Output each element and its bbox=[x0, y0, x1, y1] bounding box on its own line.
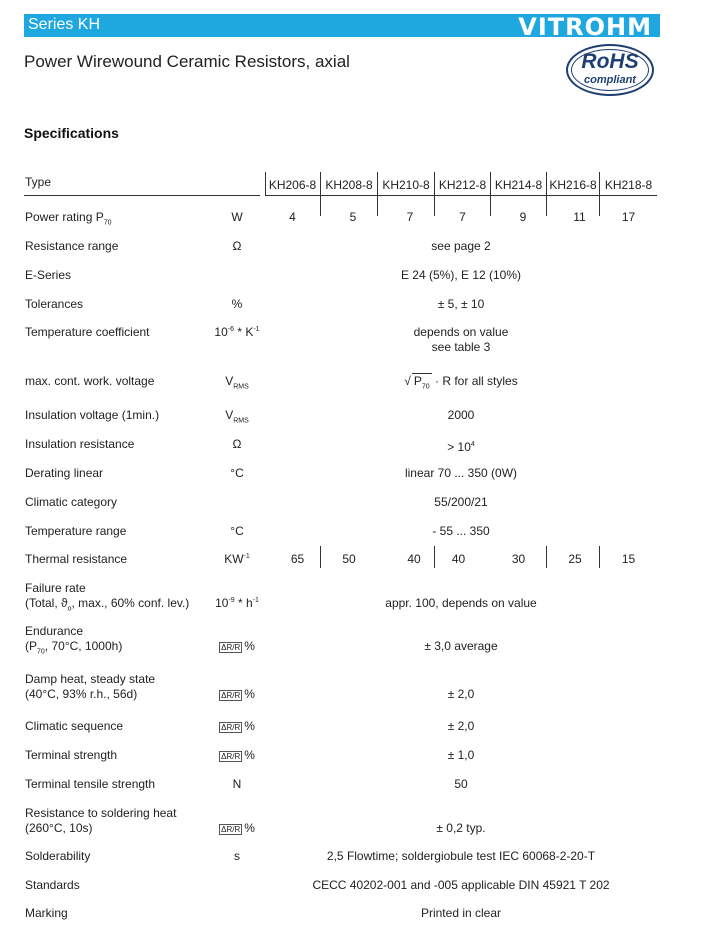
e-series-label: E-Series bbox=[25, 268, 72, 282]
marking-label: Marking bbox=[25, 906, 68, 920]
temp-coeff-label: Temperature coefficient bbox=[25, 325, 150, 339]
thermal-resistance-unit: $KW^{-1}$ bbox=[224, 552, 250, 566]
column-divider bbox=[546, 546, 547, 568]
power-rating-label: Power rating $P_{70}$ bbox=[25, 210, 112, 227]
temperature-range-label: Temperature range bbox=[25, 524, 127, 538]
power-rating-value: 5 bbox=[349, 210, 357, 224]
terminal-tensile-label: Terminal tensile strength bbox=[25, 777, 156, 791]
insulation-resistance-label: Insulation resistance bbox=[25, 437, 135, 451]
soldering-heat-value: ± 0,2 typ. bbox=[436, 821, 486, 835]
type-header-cell: KH216-8 bbox=[549, 178, 597, 192]
product-subtitle: Power Wirewound Ceramic Resistors, axial bbox=[24, 52, 350, 71]
power-rating-value: 7 bbox=[459, 210, 466, 224]
solderability-value: 2,5 Flowtime; soldergiobule test IEC 60068-2-20-T bbox=[326, 849, 596, 863]
endurance-label-detail: ($P_{70}$, 70°C, 1000h) bbox=[25, 639, 123, 656]
climatic-category-label: Climatic category bbox=[25, 495, 118, 509]
insulation-voltage-value: 2000 bbox=[447, 408, 475, 422]
damp-heat-value: ± 2,0 bbox=[447, 687, 475, 701]
insulation-resistance-value: > $10^4$ bbox=[447, 440, 475, 454]
max-voltage-value: √ $P_{70} \cdot R$ for all styles bbox=[265, 373, 657, 394]
rohs-badge-sub: compliant bbox=[584, 74, 636, 86]
derating-label: Derating linear bbox=[25, 466, 104, 480]
failure-rate-label-detail: (Total, $ϑ_o$, max., 60% conf. lev.) bbox=[25, 596, 190, 613]
series-banner bbox=[24, 13, 660, 41]
series-title: Series KH bbox=[28, 16, 101, 33]
resistance-range-label: Resistance range bbox=[25, 239, 119, 253]
resistance-range-value: see page 2 bbox=[431, 239, 491, 253]
failure-rate-label: Failure rate bbox=[25, 581, 86, 595]
insulation-voltage-label: Insulation voltage (1min.) bbox=[25, 408, 160, 422]
temperature-range-unit: °C bbox=[230, 524, 244, 538]
power-rating-value: 7 bbox=[406, 210, 414, 224]
endurance-label: Endurance bbox=[25, 624, 84, 638]
power-rating-unit: W bbox=[231, 210, 243, 224]
terminal-strength-unit: ΔR/R % bbox=[221, 748, 255, 762]
soldering-heat-label: Resistance to soldering heat bbox=[25, 806, 177, 820]
thermal-resistance-value: 50 bbox=[342, 552, 356, 566]
type-header-cell: KH218-8 bbox=[604, 178, 653, 192]
damp-heat-label-detail: (40°C, 93% r.h., 56d) bbox=[25, 687, 138, 701]
tolerances-unit: % bbox=[231, 297, 243, 311]
specifications-heading: Specifications bbox=[24, 125, 119, 141]
failure-rate-value: appr. 100, depends on value bbox=[385, 596, 537, 610]
power-rating-value: 17 bbox=[621, 210, 636, 224]
endurance-value: ± 3,0 average bbox=[424, 639, 498, 653]
standards-label: Standards bbox=[25, 878, 80, 892]
derating-value: linear 70 ... 350 (0W) bbox=[404, 466, 518, 480]
brand-logo: VITROHM bbox=[518, 13, 652, 41]
soldering-heat-unit: ΔR/R % bbox=[221, 821, 255, 835]
power-rating-value: 4 bbox=[289, 210, 296, 224]
temp-coeff-unit: $10^{-6} * K^{-1}$ bbox=[214, 325, 260, 339]
terminal-tensile-value: 50 bbox=[454, 777, 468, 791]
tolerances-label: Tolerances bbox=[25, 297, 84, 311]
temp-coeff-value-line2: see table 3 bbox=[431, 340, 491, 354]
solderability-unit: s bbox=[234, 849, 240, 863]
tolerances-value: ± 5, ± 10 bbox=[437, 297, 485, 311]
resistance-range-unit: Ω bbox=[232, 239, 242, 253]
temp-coeff-value-line1: depends on value bbox=[413, 325, 509, 339]
rohs-badge-main: RoHS bbox=[581, 50, 639, 73]
failure-rate-unit: $10^{-9} * h^{-1}$ bbox=[215, 596, 259, 610]
thermal-resistance-value: 30 bbox=[511, 552, 526, 566]
type-header-cell: KH206-8 bbox=[268, 178, 317, 192]
power-rating-value: 11 bbox=[573, 210, 586, 224]
thermal-resistance-label: Thermal resistance bbox=[25, 552, 128, 566]
type-header-cell: KH208-8 bbox=[325, 178, 373, 192]
temperature-range-value: - 55 ... 350 bbox=[432, 524, 490, 538]
climatic-sequence-unit: ΔR/R % bbox=[221, 719, 255, 733]
climatic-sequence-label: Climatic sequence bbox=[25, 719, 124, 733]
header-rule bbox=[265, 195, 657, 196]
marking-value: Printed in clear bbox=[420, 906, 502, 920]
thermal-resistance-value: 25 bbox=[568, 552, 582, 566]
terminal-strength-value: ± 1,0 bbox=[447, 748, 475, 762]
solderability-label: Solderability bbox=[25, 849, 91, 863]
soldering-heat-label-detail: (260°C, 10s) bbox=[25, 821, 93, 835]
max-voltage-unit: $V_{RMS}$ bbox=[225, 374, 249, 391]
thermal-resistance-value: 15 bbox=[621, 552, 636, 566]
type-header-cell: KH214-8 bbox=[494, 178, 543, 192]
e-series-value: E 24 (5%), E 12 (10%) bbox=[400, 268, 522, 282]
insulation-resistance-unit: Ω bbox=[232, 437, 242, 451]
type-header-cell: KH210-8 bbox=[382, 178, 430, 192]
endurance-unit: ΔR/R % bbox=[221, 639, 255, 653]
header-rule-left bbox=[24, 195, 260, 196]
damp-heat-unit: ΔR/R % bbox=[221, 687, 255, 701]
standards-value: CECC 40202-001 and -005 applicable DIN 45921 T 202 bbox=[312, 878, 610, 892]
derating-unit: °C bbox=[230, 466, 244, 480]
terminal-tensile-unit: N bbox=[232, 777, 242, 791]
damp-heat-label: Damp heat, steady state bbox=[25, 672, 156, 686]
thermal-resistance-value: 40 bbox=[451, 552, 466, 566]
terminal-strength-label: Terminal strength bbox=[25, 748, 118, 762]
climatic-category-value: 55/200/21 bbox=[434, 495, 488, 509]
type-header-cell: KH212-8 bbox=[438, 178, 487, 192]
thermal-resistance-value: 40 bbox=[407, 552, 421, 566]
climatic-sequence-value: ± 2,0 bbox=[447, 719, 475, 733]
rohs-badge bbox=[566, 44, 654, 96]
type-label: Type bbox=[25, 175, 52, 189]
insulation-voltage-unit: $V_{RMS}$ bbox=[225, 408, 249, 425]
power-rating-value: 9 bbox=[519, 210, 527, 224]
max-voltage-label: max. cont. work. voltage bbox=[25, 374, 155, 388]
thermal-resistance-value: 65 bbox=[290, 552, 305, 566]
